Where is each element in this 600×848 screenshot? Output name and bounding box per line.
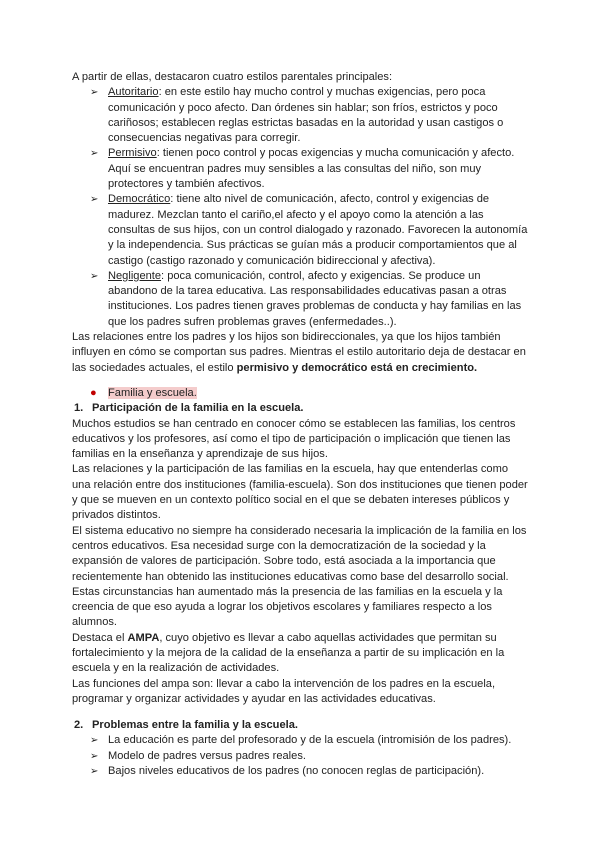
intro-paragraph: A partir de ellas, destacaron cuatro estilos parentales principales: (72, 71, 393, 83)
relations-text: Las relaciones entre los padres y los hijos son bidireccionales, ya que los hijos también influyen en cómo se comportan sus padres. Mientras el estilo autoritario deja de destacar en las sociedades actuales, el estilo (72, 331, 526, 374)
problem-item (72, 733, 528, 748)
style-item-permisivo (72, 146, 528, 192)
topic-bullet (72, 386, 528, 401)
arrow-bullet-icon: ➢ (90, 148, 99, 160)
arrow-bullet-icon: ➢ (90, 735, 99, 747)
style-term: Negligente (108, 269, 162, 282)
style-description: : tienen poco control y pocas exigencias y mucha comunicación y afecto. Aquí se encuentran padres muy sensibles a las consultas del niño, son muy protectores y también afectivos. (108, 147, 515, 191)
problem-text: La educación es parte del profesorado y de la escuela (intromisión de los padres). (108, 734, 512, 747)
style-description: : poca comunicación, control, afecto y exigencias. Se produce un abandono de la tarea educativa. Las responsabilidades educativas pasan a otras instituciones. Los padres tienen graves problemas de conducta y hay familias en las que los padres sufren problemas graves (enfermedades..). (108, 269, 522, 328)
style-description: : en este estilo hay mucho control y muchas exigencias, pero poca comunicación y poco afecto. Dan órdenes sin hablar; son fríos, estrictos y poco cariñosos; establecen reglas estrictas basadas en la autoridad y usan castigos o consecuencias negativas para corregir. (108, 86, 504, 145)
style-item-democratico (72, 192, 528, 268)
document-page (72, 70, 528, 779)
style-term: Autoritario (108, 86, 159, 99)
style-item-autoritario (72, 85, 528, 146)
section-1-paragraph-4 (72, 631, 528, 677)
section-1-paragraph-2: Las relaciones y la participación de las familias en la escuela, hay que entenderlas como una relación entre dos instituciones (familia-escuela). Son dos instituciones que tienen poder y que se mueven en un contexto político social en el que se debaten intereses públicos y privados distintos. (72, 463, 528, 522)
problem-text: Modelo de padres versus padres reales. (108, 749, 306, 762)
section-1-paragraph-1: Muchos estudios se han centrado en conocer cómo se establecen las familias, los centros educativos y los profesores, así como el tipo de participación o implicación que tienen las familias en la enseñanza y aprendizaje de sus hijos. (72, 417, 516, 461)
ampa-bold: AMPA (127, 631, 160, 644)
style-description: : tiene alto nivel de comunicación, afecto, control y exigencias de madurez. Mezclan tanto el cariño,el afecto y el apoyo como la atención a las consultas de sus hijos, con un control dialogado y razonado. Favorecen la autonomía y la independencia. Sus prácticas se guían más a producir comportamientos que al castigo (castigo razonado y comunicación bidireccional y afectiva). (108, 193, 528, 267)
problem-item (72, 749, 528, 764)
arrow-bullet-icon: ➢ (90, 270, 99, 282)
section-title: Participación de la familia en la escuela. (92, 402, 304, 415)
problem-text: Bajos niveles educativos de los padres (no conocen reglas de participación). (108, 765, 485, 778)
style-term: Permisivo (108, 147, 157, 160)
arrow-bullet-icon: ➢ (90, 766, 99, 778)
ampa-pre: Destaca el (72, 631, 128, 644)
section-1-paragraph-3: El sistema educativo no siempre ha considerado necesaria la implicación de la familia en los centros educativos. Esa necesidad surge con la democratización de la sociedad y la expansión de valores de participación. Sobre todo, está asociada a la importancia que recientemente han obtenido las instituciones educativas como base del desarrollo social. Estas circunstancias han aumentado más la presencia de las familias en la escuela y la creencia de que eso ayuda a lograr los objetivos escolares y familiares respecto a los alumnos. (72, 524, 527, 629)
section-2-heading (72, 718, 528, 733)
style-term: Democrático (108, 193, 171, 206)
ampa-post: , cuyo objetivo es llevar a cabo aquellas actividades que permitan su fortalecimiento y la mejora de la calidad de la enseñanza a partir de su implicación en la escuela y en la realización de actividades. (72, 631, 505, 675)
section-1-paragraph-5: Las funciones del ampa son: llevar a cabo la intervención de los padres en la escuela, programar y organizar actividades y ayudar en las actividades educativas. (72, 677, 496, 705)
bullet-dot-icon: ● (90, 386, 97, 399)
section-number: 2. (74, 719, 84, 732)
arrow-bullet-icon: ➢ (90, 87, 99, 99)
section-title: Problemas entre la familia y la escuela. (92, 719, 298, 732)
section-1-heading (72, 401, 528, 416)
section-number: 1. (74, 402, 84, 415)
arrow-bullet-icon: ➢ (90, 750, 99, 762)
relations-bold: permisivo y democrático está en crecimiento. (236, 361, 478, 374)
style-item-negligente (72, 269, 528, 330)
arrow-bullet-icon: ➢ (90, 194, 99, 206)
problem-item (72, 764, 528, 779)
relations-paragraph (72, 330, 528, 376)
topic-highlight: Familia y escuela. (108, 386, 197, 399)
